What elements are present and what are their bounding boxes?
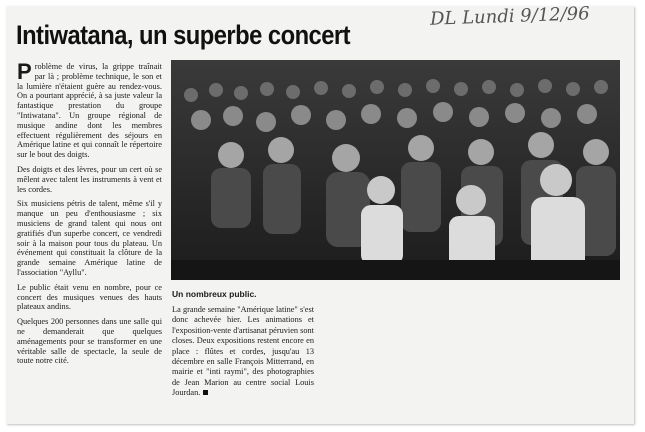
audience-photo-image (171, 60, 620, 280)
paragraph-1-text: roblème de virus, la grippe traînait par là ; problème technique, le son et la lumière n'étaient guère au rendez-vous. On a pourtant apprécié, à sa juste valeur la fantastique prestation du groupe "Intiwatana". Un groupe régional de musique andine dont les membres effectuent régulièrement des séjours en Amérique latine et qui connaît le répertoire sur le bout des doigts. (17, 62, 162, 160)
end-of-article-mark (203, 390, 208, 395)
paragraph-5: Quelques 200 personnes dans une salle qui ne demanderait que quelques aménagements pour se transformer en une véritable salle de spectacle, la seule de toute notre cité. (17, 317, 162, 366)
photo-caption: Un nombreux public. (172, 289, 257, 299)
handwritten-date-note: DL Lundi 9/12/96 (429, 3, 590, 30)
headline: Intiwatana, un superbe concert (16, 20, 351, 50)
paragraph-mid: La grande semaine "Amérique latine" s'est donc achevée hier. Les animations et l'exposition-vente d'artisanat péruvien sont closes. Deux expositions restent encore en place : flûtes et cordes, jusqu'au 13 décembre en salle François Mitterrand, en mairie et "inti raymi", des photographies de Jean Marion au centre social Louis Jourdan. (172, 305, 314, 398)
article-column-left (17, 59, 162, 371)
concert-audience-photo (171, 60, 620, 280)
paragraph-2: Des doigts et des lèvres, pour un cert où se mêlent avec talent les instruments à vent et les cordes. (17, 164, 162, 194)
article-column-middle (172, 305, 314, 399)
paragraph-4: Le public était venu en nombre, pour ce concert des musiques venues des hauts plateaux andins. (17, 282, 162, 312)
dropcap: P (17, 59, 32, 84)
paragraph-1 (17, 59, 162, 160)
paragraph-3: Six musiciens pétris de talent, même s'il y manque un peu d'enthousiasme ; six musiciens de grand talent qui nous ont gratifiés d'un superbe concert, ce vendredi soir à la maison pour tous du plateau. Un événement qui constituait la clôture de la grande semaine Amérique latine de l'association "Ayllu". (17, 199, 162, 277)
